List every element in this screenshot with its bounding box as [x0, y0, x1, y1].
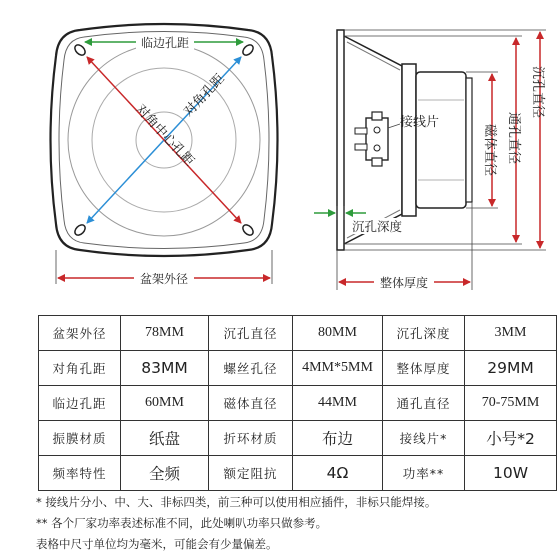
spec-value: 纸盘 — [121, 421, 209, 456]
spec-key: 沉孔直径 — [209, 316, 293, 351]
spec-key: 频率特性 — [39, 456, 121, 491]
spec-value: 小号*2 — [465, 421, 557, 456]
spec-value: 4MM*5MM — [293, 351, 383, 386]
through-hole-diameter-label: 通孔直径 — [506, 111, 521, 165]
mount-hole-tl — [73, 43, 87, 57]
spec-key: 螺丝孔径 — [209, 351, 293, 386]
countersink-diameter-label: 沉孔直径 — [530, 65, 545, 119]
notes — [36, 492, 556, 555]
spec-key: 沉孔深度 — [383, 316, 465, 351]
spec-row — [39, 386, 557, 421]
spec-key: 通孔直径 — [383, 386, 465, 421]
spec-key: 磁体直径 — [209, 386, 293, 421]
spec-table-body — [39, 316, 557, 491]
diagonal-hole-distance-label: 对角孔距 — [181, 71, 228, 120]
spec-key: 额定阻抗 — [209, 456, 293, 491]
mount-hole-br — [241, 223, 255, 237]
spec-value: 78MM — [121, 316, 209, 351]
magnet-plate — [402, 64, 416, 216]
flange — [337, 30, 344, 250]
magnet-body — [416, 72, 466, 208]
spec-row — [39, 456, 557, 491]
diagonal-center-hole-distance-label: 对角中心孔距 — [132, 101, 197, 170]
spec-key: 振膜材质 — [39, 421, 121, 456]
spec-value: 3MM — [465, 316, 557, 351]
edge-hole-distance-label: 临边孔距 — [140, 36, 190, 50]
spec-value: 29MM — [465, 351, 557, 386]
terminal-label: 接线片 — [400, 115, 440, 130]
note-line: 表格中尺寸单位均为毫米，可能会有少量偏差。 — [36, 537, 278, 551]
spec-value: 83MM — [121, 351, 209, 386]
spec-value: 60MM — [121, 386, 209, 421]
countersink-depth-label: 沉孔深度 — [352, 219, 403, 234]
terminal-connector — [355, 112, 388, 166]
spec-row — [39, 316, 557, 351]
spec-key: 整体厚度 — [383, 351, 465, 386]
side-view — [314, 30, 546, 290]
spec-value: 70-75MM — [465, 386, 557, 421]
overall-thickness-label: 整体厚度 — [379, 276, 429, 290]
spec-value: 4Ω — [293, 456, 383, 491]
mount-hole-bl — [73, 223, 87, 237]
spec-value: 80MM — [293, 316, 383, 351]
spec-key: 盆架外径 — [39, 316, 121, 351]
spec-value: 全频 — [121, 456, 209, 491]
note-line: * 接线片分小、中、大、非标四类，前三种可以使用相应插件，非标只能焊接。 — [36, 495, 437, 509]
note-line: ** 各个厂家功率表述标准不同，此处喇叭功率只做参考。 — [36, 516, 328, 530]
mount-hole-tr — [241, 43, 255, 57]
spec-value: 10W — [465, 456, 557, 491]
spec-value: 44MM — [293, 386, 383, 421]
spec-key: 接线片* — [383, 421, 465, 456]
spec-key: 折环材质 — [209, 421, 293, 456]
spec-table — [38, 315, 557, 491]
spec-row — [39, 351, 557, 386]
spec-key: 对角孔距 — [39, 351, 121, 386]
magnet-diameter-label: 磁体直径 — [482, 123, 497, 177]
spec-key: 功率** — [383, 456, 465, 491]
spec-value: 布边 — [293, 421, 383, 456]
spec-row — [39, 421, 557, 456]
spec-key: 临边孔距 — [39, 386, 121, 421]
front-view — [51, 24, 278, 286]
basket-outer-diameter-label: 盆架外径 — [139, 272, 189, 286]
